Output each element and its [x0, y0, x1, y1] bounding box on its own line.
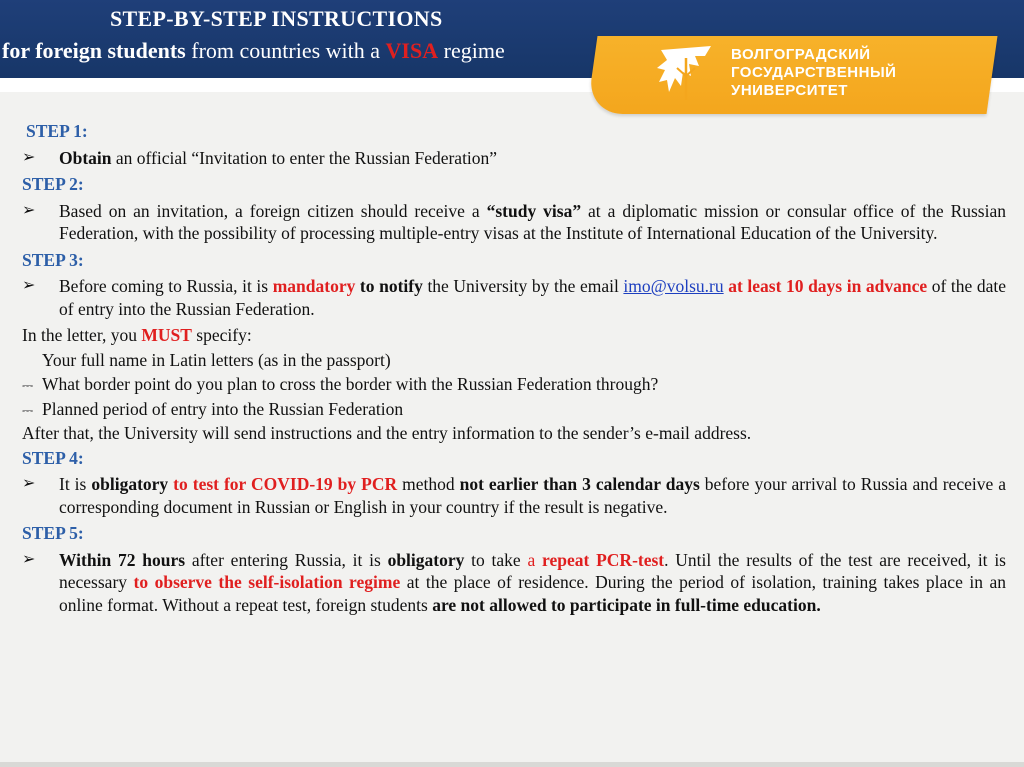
arrow-bullet-icon: ➢	[22, 550, 36, 568]
text-run: at a diplomatic mission or consular office of the Russian Federation, with the possibility of processing multiple-entry visas at the Institute of International Education of the University.	[59, 200, 1006, 243]
text-bold: Obtain	[59, 147, 112, 168]
text-bold: not earlier than 3 calendar days	[459, 474, 700, 494]
placeholder-box-icon: ⎓	[22, 379, 34, 394]
page-subtitle	[2, 38, 505, 64]
text-run: In the letter, you	[22, 325, 142, 345]
subtitle-mid: from countries with a	[185, 38, 386, 63]
text-run: Planned period of entry into the Russian Federation	[42, 398, 404, 419]
logo-line-2: ГОСУДАРСТВЕННЫЙ	[731, 64, 897, 81]
text-run: at the place of residence. During the period of isolation, training takes place in an online format. Without a repeat test, foreign students	[59, 572, 1006, 615]
text-run: of the date of entry into the Russian Federation.	[59, 276, 1007, 319]
step-5-text	[22, 549, 1006, 617]
text-run: specify:	[191, 325, 252, 345]
text-red: to observe the self-isolation regime	[133, 572, 401, 592]
university-leaf-logo-icon	[655, 42, 717, 104]
step-5-label: STEP 5:	[22, 523, 84, 543]
instructions-body	[22, 120, 1006, 620]
step-3-text	[22, 275, 1006, 320]
arrow-bullet-icon: ➢	[22, 148, 36, 166]
text-run: Before coming to Russia, it is	[59, 276, 273, 296]
text-bold: obligatory	[387, 549, 465, 570]
step-1-label: STEP 1:	[26, 121, 88, 141]
text-run: What border point do you plan to cross the border with the Russian Federation through?	[42, 374, 659, 394]
text-run: to take	[464, 549, 528, 570]
email-link[interactable]: imo@volsu.ru	[623, 276, 724, 296]
text-red: repeat PCR-test	[535, 549, 665, 570]
arrow-bullet-icon: ➢	[22, 277, 36, 294]
subtitle-visa: VISA	[385, 38, 439, 63]
logo-line-1: ВОЛГОГРАДСКИЙ	[731, 46, 871, 63]
letter-item-3	[22, 398, 1006, 421]
subtitle-bold: for foreign students	[2, 38, 186, 63]
step-2-text	[22, 200, 1006, 245]
university-name	[731, 46, 896, 100]
text-red: mandatory	[272, 276, 356, 296]
text-red: at least 10 days in advance	[723, 276, 928, 296]
text-bold: to notify	[355, 276, 423, 296]
step-4-text	[22, 473, 1006, 518]
letter-item-1: Your full name in Latin letters (as in the passport)	[42, 349, 391, 370]
text-bold: are not allowed to participate in full-time education.	[432, 594, 821, 615]
logo-line-3: УНИВЕРСИТЕТ	[731, 82, 848, 99]
text-run: before your arrival to Russia and receive a corresponding document in Russian or English in your country if the result is negative.	[59, 474, 1006, 517]
text-run: an official “Invitation to enter the Russian Federation”	[111, 147, 498, 168]
text-bold: “study visa”	[486, 200, 582, 221]
placeholder-box-icon: ⎓	[22, 403, 34, 419]
letter-intro	[22, 324, 1006, 347]
step-2-label: STEP 2:	[22, 174, 84, 194]
text-red: MUST	[141, 325, 192, 345]
text-run: Based on an invitation, a foreign citizen should receive a	[59, 200, 487, 221]
text-run: method	[397, 474, 460, 494]
letter-item-2	[22, 373, 1006, 396]
text-red: to test for COVID-19 by PCR	[168, 474, 398, 494]
subtitle-end: regime	[438, 38, 505, 63]
text-bold: Within 72 hours	[59, 549, 186, 570]
text-red: a	[527, 549, 536, 570]
slide-header	[0, 0, 1024, 99]
arrow-bullet-icon: ➢	[22, 201, 36, 219]
text-run: It is	[59, 474, 92, 494]
text-run: the University by the email	[422, 276, 624, 296]
step-4-label: STEP 4:	[22, 447, 84, 468]
text-run: . Until the results of the test are received, it is necessary	[59, 549, 1006, 592]
step-1-text	[22, 147, 1006, 170]
text-run: after entering Russia, it is	[185, 549, 388, 570]
step-3-label: STEP 3:	[22, 249, 84, 270]
university-logo	[655, 40, 985, 110]
letter-after: After that, the University will send instructions and the entry information to the sender’s e-mail address.	[22, 423, 752, 443]
arrow-bullet-icon: ➢	[22, 475, 36, 492]
footer-divider	[0, 762, 1024, 767]
text-bold: obligatory	[91, 474, 169, 494]
page-title: STEP-BY-STEP INSTRUCTIONS	[110, 6, 443, 31]
